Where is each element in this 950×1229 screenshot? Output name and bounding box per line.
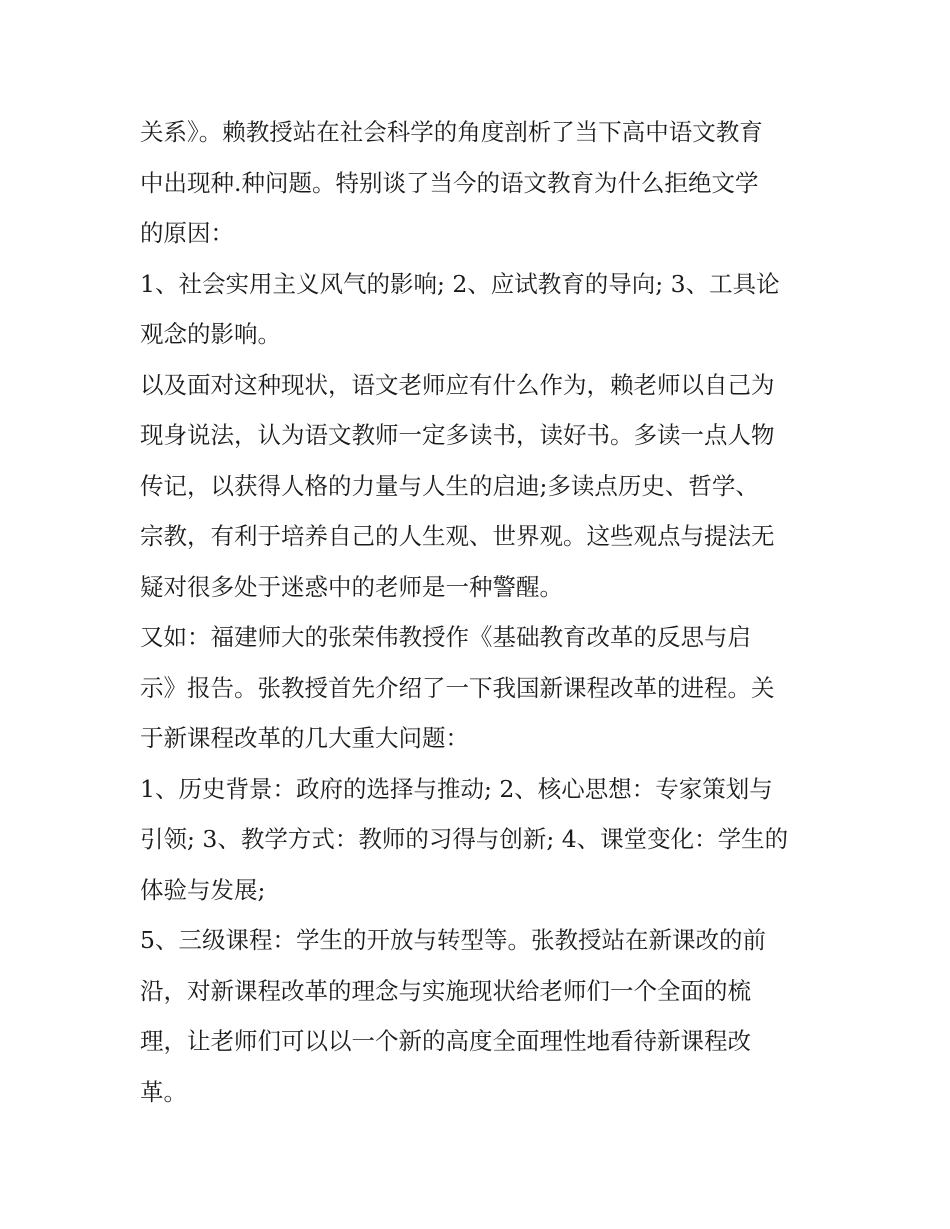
- paragraph-reasons-intro: [140, 107, 820, 259]
- text-line: 以及面对这种现状，语文老师应有什么作为，赖老师以自己为: [140, 370, 775, 399]
- paragraph-reform-issues: [140, 764, 820, 916]
- document-body: [140, 107, 820, 1117]
- text-line: 传记，以获得人格的力量与人生的启迪;多读点历史、哲学、: [140, 471, 759, 500]
- text-line: 5、三级课程：学生的开放与转型等。张教授站在新课改的前: [140, 926, 766, 954]
- text-line: 于新课程改革的几大重大问题：: [140, 724, 469, 752]
- text-line: 示》报告。张教授首先介绍了一下我国新课程改革的进程。关: [140, 673, 775, 702]
- text-line: 宗教，有利于培养自己的人生观、世界观。这些观点与提法无: [140, 522, 775, 550]
- text-line: 中出现种.种问题。特别谈了当今的语文教育为什么拒绝文学: [140, 168, 759, 197]
- paragraph-reform-summary: [140, 915, 820, 1117]
- text-line: 疑对很多处于迷惑中的老师是一种警醒。: [140, 572, 563, 601]
- text-line: 沿，对新课程改革的理念与实施现状给老师们一个全面的梳: [140, 976, 751, 1005]
- text-line: 1、社会实用主义风气的影响; 2、应试教育的导向; 3、工具论: [140, 269, 780, 298]
- text-line: 现身说法，认为语文教师一定多读书，读好书。多读一点人物: [140, 421, 775, 449]
- paragraph-teacher-response: [140, 360, 820, 613]
- text-line: 1、历史背景：政府的选择与推动; 2、核心思想：专家策划与: [140, 774, 773, 803]
- paragraph-reasons-list: [140, 259, 820, 360]
- text-line: 观念的影响。: [140, 320, 281, 348]
- text-line: 又如：福建师大的张荣伟教授作《基础教育改革的反思与启: [140, 623, 751, 651]
- text-line: 体验与发展;: [140, 875, 266, 904]
- text-line: 引领; 3、教学方式：教师的习得与创新; 4、课堂变化：学生的: [140, 825, 789, 853]
- paragraph-reform-report: [140, 612, 820, 764]
- text-line: 革。: [140, 1077, 187, 1106]
- text-line: 关系》。赖教授站在社会科学的角度剖析了当下高中语文教育: [140, 118, 763, 146]
- text-line: 理，让老师们可以以一个新的高度全面理性地看待新课程改: [140, 1027, 751, 1055]
- text-line: 的原因：: [140, 219, 234, 247]
